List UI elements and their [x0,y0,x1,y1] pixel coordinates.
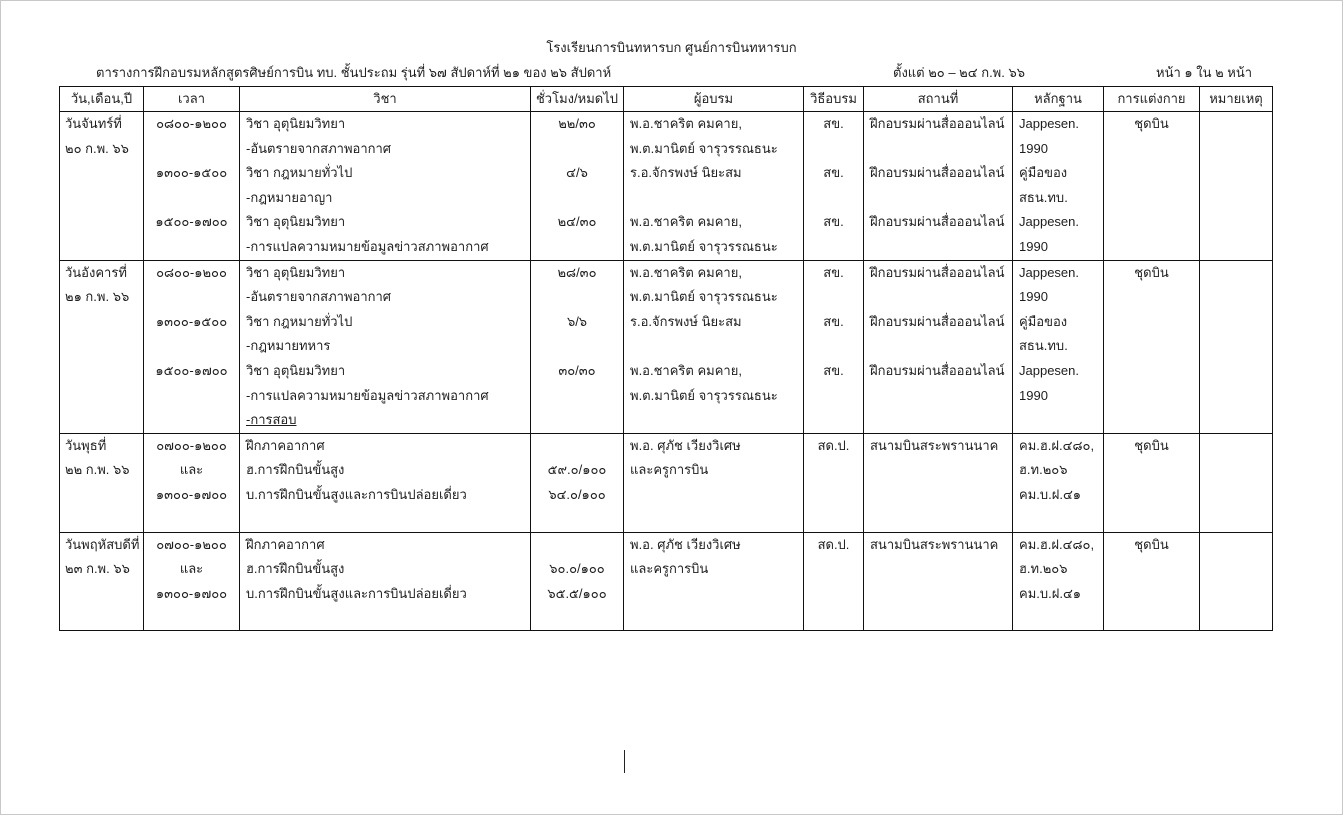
reference-line: คม.ฮ.ฝ.๔๘๐, [1019,536,1095,552]
place-line [864,285,1012,310]
uniform-line: ชุดบิน [1134,264,1169,280]
hours-line [531,235,623,260]
subject-line: วิชา อุตุนิยมวิทยา [246,116,346,131]
document-title: โรงเรียนการบินทหารบก ศูนย์การบินทหารบก [546,40,797,55]
column-header-instructor: ผู้อบรม [624,87,804,112]
reference-cell [1013,112,1104,261]
reference-line: สธน.ทบ. [1019,189,1068,205]
uniform-cell [1104,532,1200,630]
hours-cell [531,112,624,261]
place-cell [864,532,1013,630]
instructor-line: พ.อ. ศุภัช เวียงวิเศษ [630,536,741,552]
instructor-line: พ.ต.มานิตย์ จารุวรรณธนะ [630,238,778,254]
page-number: หน้า ๑ ใน ๒ หน้า [1156,65,1253,80]
place-cell [864,260,1013,433]
place-line [864,384,1012,409]
column-header-method: วิธีอบรม [804,87,864,112]
method-line: สข. [823,116,844,131]
subject-line: -อันตรายจากสภาพอากาศ [246,140,392,156]
instructor-cell [624,433,804,532]
subject-line: -การแปลความหมายข้อมูลข่าวสภาพอากาศ [246,387,489,403]
column-header-day: วัน,เดือน,ปี [60,87,144,112]
instructor-line: พ.อ.ชาคริต คมคาย, [630,116,742,131]
place-line: สนามบินสระพรานนาค [870,536,999,552]
place-line: ฝึกอบรมผ่านสื่อออนไลน์ [870,362,1005,378]
method-line: สข. [823,264,844,280]
subject-cell [240,532,531,630]
instructor-line: พ.ต.มานิตย์ จารุวรรณธนะ [630,289,778,305]
hours-line [531,186,623,211]
place-line: ฝึกอบรมผ่านสื่อออนไลน์ [870,264,1005,280]
hours-line: ๒๒/๓๐ [558,116,596,131]
method-line [804,235,863,260]
subject-line: วิชา กฎหมายทั่วไป [246,165,353,181]
time-line: ๑๓๐๐-๑๗๐๐ [155,486,228,502]
instructor-line: พ.ต.มานิตย์ จารุวรรณธนะ [630,140,778,156]
time-line [144,235,239,260]
instructor-line: พ.อ.ชาคริต คมคาย, [630,362,742,378]
method-line: สข. [823,313,844,329]
hours-line: ๖/๖ [566,313,588,329]
day-line: ๒๑ ก.พ. ๖๖ [65,289,130,305]
column-header-reference: หลักฐาน [1013,87,1104,112]
note-cell [1200,532,1273,630]
time-line: และ [179,561,204,577]
hours-line: ๖๐.๐/๑๐๐ [549,561,605,577]
column-header-place: สถานที่ [864,87,1013,112]
hours-line: ๒๘/๓๐ [557,264,597,280]
course-subtitle: ตารางการฝึกอบรมหลักสูตรศิษย์การบิน ทบ. ชั้นประถม รุ่นที่ ๖๗ สัปดาห์ที่ ๒๑ ของ ๒๖ สัปดาห์ [96,65,612,80]
column-header-time: เวลา [144,87,240,112]
day-cell [60,112,144,261]
instructor-line: และครูการบิน [630,462,709,478]
subject-line: ฮ.การฝึกบินขั้นสูง [246,561,345,577]
place-cell [864,112,1013,261]
place-line: ฝึกอบรมผ่านสื่อออนไลน์ [870,116,1005,131]
subject-line: บ.การฝึกบินขั้นสูงและการบินปล่อยเดี่ยว [246,585,467,601]
day-cell [60,433,144,532]
reference-line: Jappesen. [1019,214,1079,230]
method-line [804,285,863,310]
time-line: ๑๓๐๐-๑๕๐๐ [155,165,228,181]
day-line: ๒๐ ก.พ. ๖๖ [65,140,129,156]
place-line: ฝึกอบรมผ่านสื่อออนไลน์ [870,165,1005,181]
day-line: วันอังคารที่ [65,264,127,280]
method-line: สด.ป. [817,437,850,453]
method-line [804,137,863,162]
method-cell [804,532,864,630]
reference-line: ฮ.ท.๒๐๖ [1019,462,1068,478]
instructor-line: ร.อ.จักรพงษ์ นิยะสม [630,313,742,329]
time-line: ๑๕๐๐-๑๗๐๐ [155,214,228,230]
hours-line [531,384,623,409]
instructor-line: พ.ต.มานิตย์ จารุวรรณธนะ [630,387,778,403]
instructor-cell [624,260,804,433]
time-line: ๐๘๐๐-๑๒๐๐ [156,264,227,280]
day-line: วันจันทร์ที่ [65,116,122,131]
reference-line: คม.ฮ.ฝ.๔๘๐, [1019,437,1095,453]
note-cell [1200,112,1273,261]
column-header-note: หมายเหตุ [1200,87,1273,112]
method-cell [804,112,864,261]
reference-line: 1990 [1019,238,1048,254]
reference-line: ฮ.ท.๒๐๖ [1019,561,1068,577]
method-line: สข. [823,214,844,230]
time-line: และ [179,462,204,478]
method-line [804,334,863,359]
hours-line: ๓๐/๓๐ [558,362,596,378]
uniform-line: ชุดบิน [1134,536,1169,552]
hours-cell [531,260,624,433]
place-line: สนามบินสระพรานนาค [870,437,999,453]
instructor-line: พ.อ.ชาคริต คมคาย, [630,264,742,280]
day-row [60,532,1273,630]
subject-line: ฮ.การฝึกบินขั้นสูง [246,462,345,478]
reference-cell [1013,260,1104,433]
hours-line [531,533,623,558]
instructor-line: และครูการบิน [630,561,709,577]
day-line: ๒๓ ก.พ. ๖๖ [65,561,130,577]
time-line: ๑๓๐๐-๑๕๐๐ [155,313,228,329]
hours-line: ๖๕.๕/๑๐๐ [547,585,607,601]
hours-line [531,334,623,359]
day-line: วันพุธที่ [65,437,107,453]
method-line: สด.ป. [817,536,850,552]
instructor-line [624,334,803,359]
reference-line: 1990 [1019,387,1048,403]
hours-line [531,434,623,459]
day-row [60,433,1273,532]
column-header-subject: วิชา [240,87,531,112]
time-line: ๐๗๐๐-๑๒๐๐ [156,536,227,552]
reference-line: สธน.ทบ. [1019,338,1068,354]
place-line [864,137,1012,162]
time-line [144,384,239,409]
reference-line: Jappesen. [1019,264,1079,280]
text-cursor [624,750,625,773]
uniform-cell [1104,260,1200,433]
subject-cell [240,433,531,532]
subject-line: -กฎหมายอาญา [246,189,333,205]
hours-cell [531,532,624,630]
instructor-line: พ.อ. ศุภัช เวียงวิเศษ [630,437,741,453]
time-line: ๑๕๐๐-๑๗๐๐ [155,362,228,378]
hours-line: ๔/๖ [566,165,588,181]
column-header-uniform: การแต่งกาย [1104,87,1200,112]
uniform-cell [1104,112,1200,261]
subject-line: ฝึกภาคอากาศ [246,536,325,552]
subject-line: วิชา อุตุนิยมวิทยา [246,264,346,280]
time-line: ๐๘๐๐-๑๒๐๐ [156,116,227,131]
time-line [144,285,239,310]
hours-line [531,137,623,162]
time-line [144,408,239,433]
hours-line: ๖๔.๐/๑๐๐ [548,486,606,502]
instructor-line: ร.อ.จักรพงษ์ นิยะสม [630,165,742,181]
day-line: ๒๒ ก.พ. ๖๖ [65,462,130,478]
day-cell [60,260,144,433]
instructor-line [624,186,803,211]
time-line: ๑๓๐๐-๑๗๐๐ [155,585,228,601]
method-line: สข. [823,165,844,181]
reference-line: คม.บ.ฝ.๔๑ [1019,486,1082,502]
hours-cell [531,433,624,532]
reference-line: 1990 [1019,289,1048,305]
subject-cell [240,112,531,261]
uniform-line: ชุดบิน [1134,437,1169,453]
reference-line: Jappesen. [1019,116,1079,131]
place-line [864,235,1012,260]
hours-line: ๕๙.๐/๑๐๐ [547,462,607,478]
place-cell [864,433,1013,532]
reference-line: Jappesen. [1019,362,1079,378]
subject-line: บ.การฝึกบินขั้นสูงและการบินปล่อยเดี่ยว [246,486,467,502]
method-line [804,384,863,409]
subject-cell [240,260,531,433]
header-row [60,87,1273,112]
place-line [864,186,1012,211]
uniform-cell [1104,433,1200,532]
day-row [60,112,1273,261]
time-line [144,137,239,162]
subject-line: -การแปลความหมายข้อมูลข่าวสภาพอากาศ [246,238,489,254]
reference-line: คม.บ.ฝ.๔๑ [1019,585,1082,601]
time-line [144,334,239,359]
reference-cell [1013,532,1104,630]
reference-line: 1990 [1019,140,1048,156]
schedule-body [60,112,1273,631]
time-line [144,186,239,211]
day-cell [60,532,144,630]
note-cell [1200,433,1273,532]
uniform-line: ชุดบิน [1134,116,1169,131]
method-line [804,186,863,211]
hours-line: ๒๔/๓๐ [557,214,597,230]
method-line: สข. [823,362,844,378]
place-line: ฝึกอบรมผ่านสื่อออนไลน์ [870,313,1005,329]
time-cell [144,112,240,261]
subject-line: วิชา อุตุนิยมวิทยา [246,362,346,378]
day-row [60,260,1273,433]
instructor-cell [624,532,804,630]
method-cell [804,433,864,532]
subject-line: วิชา กฎหมายทั่วไป [246,313,353,329]
subject-line: -อันตรายจากสภาพอากาศ [246,289,392,305]
reference-line: คู่มือของ [1019,165,1068,181]
time-cell [144,532,240,630]
day-line: วันพฤหัสบดีที่ [65,536,140,552]
time-cell [144,260,240,433]
subject-line: -กฎหมายทหาร [246,338,331,354]
subject-line: -การสอบ [246,412,297,428]
place-line [864,334,1012,359]
method-cell [804,260,864,433]
note-cell [1200,260,1273,433]
hours-line [531,285,623,310]
instructor-cell [624,112,804,261]
reference-cell [1013,433,1104,532]
date-range: ตั้งแต่ ๒๐ – ๒๔ ก.พ. ๖๖ [893,65,1025,80]
reference-line: คู่มือของ [1019,313,1068,329]
subject-line: วิชา อุตุนิยมวิทยา [246,214,346,230]
schedule-table [59,86,1273,631]
subject-line: ฝึกภาคอากาศ [246,437,325,453]
time-cell [144,433,240,532]
column-header-hours: ชั่วโมง/หมดไป [531,87,624,112]
time-line: ๐๗๐๐-๑๒๐๐ [156,437,227,453]
place-line: ฝึกอบรมผ่านสื่อออนไลน์ [870,214,1005,230]
instructor-line: พ.อ.ชาคริต คมคาย, [630,214,742,230]
